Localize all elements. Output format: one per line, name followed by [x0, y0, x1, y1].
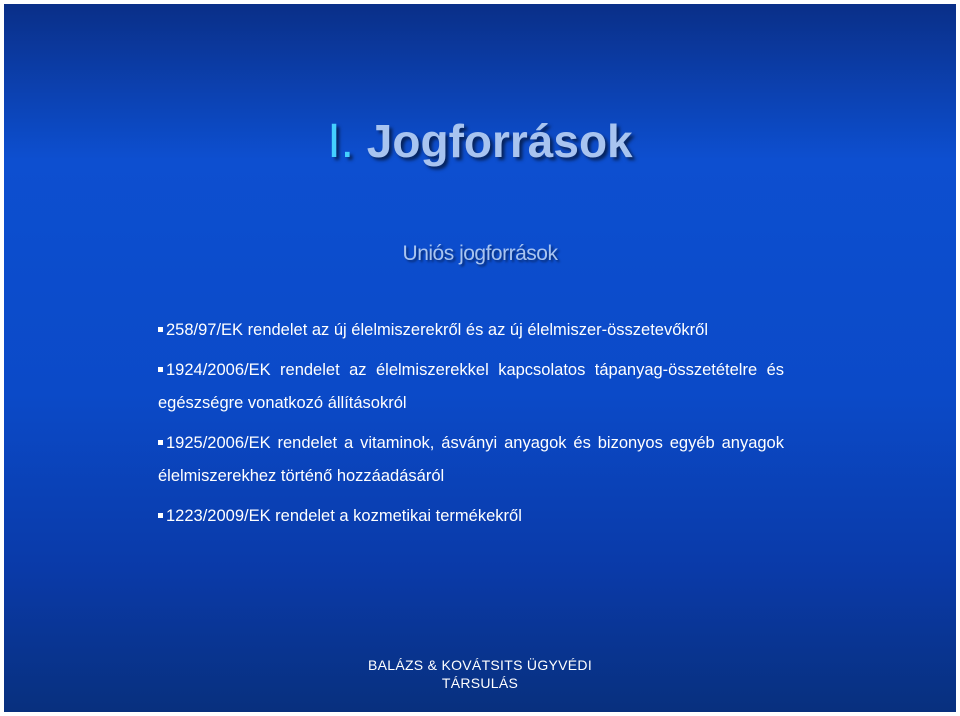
title-number: I. [327, 115, 355, 168]
footer-line-1: BALÁZS & KOVÁTSITS ÜGYVÉDI [367, 657, 593, 673]
bullet-icon [158, 327, 163, 332]
list-item [158, 500, 784, 533]
slide [4, 4, 956, 712]
bullet-icon [158, 513, 163, 518]
slide-subtitle: Uniós jogforrások [402, 242, 558, 265]
bullet-icon [158, 367, 163, 372]
list-item [158, 427, 784, 493]
list-item-text: 1924/2006/EK rendelet az élelmiszerekkel kapcsolatos tápanyag-összetételre és egészségre vonatkozó állításokról [158, 361, 784, 412]
footer-line-2: TÁRSULÁS [441, 675, 519, 691]
regulation-list [158, 314, 784, 540]
list-item-text: 258/97/EK rendelet az új élelmiszerekről és az új élelmiszer-összetevőkről [166, 321, 708, 339]
list-item [158, 354, 784, 420]
slide-title [4, 114, 956, 169]
slide-footer [4, 656, 956, 692]
list-item-text: 1925/2006/EK rendelet a vitaminok, ásványi anyagok és bizonyos egyéb anyagok élelmiszerekhez történő hozzáadásáról [158, 434, 784, 485]
list-item-text: 1223/2009/EK rendelet a kozmetikai termékekről [166, 507, 522, 525]
title-text: Jogforrások [366, 115, 633, 167]
bullet-icon [158, 440, 163, 445]
list-item [158, 314, 784, 347]
